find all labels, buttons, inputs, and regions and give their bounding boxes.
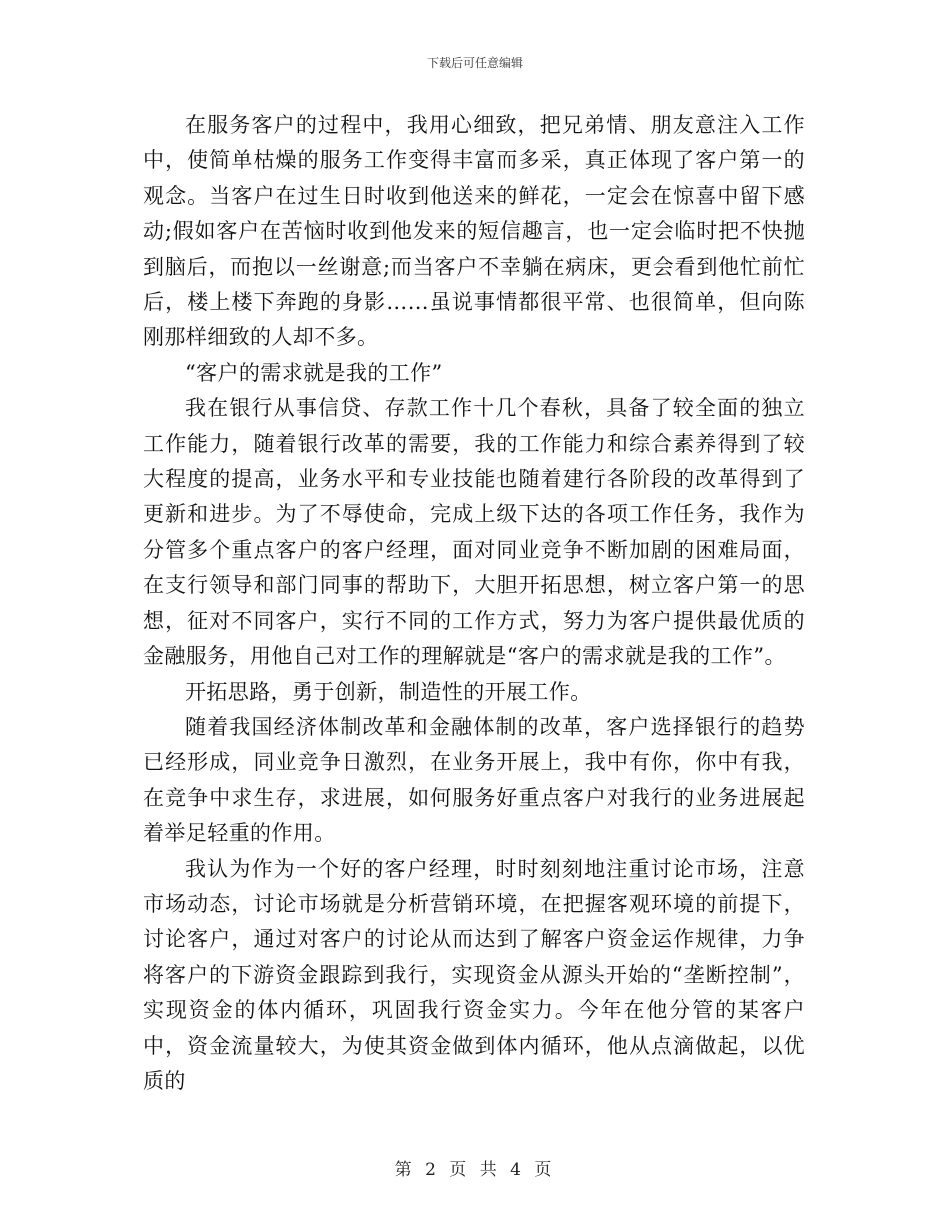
- section-heading-innovation: 开拓思路，勇于创新，制造性的开展工作。: [185, 679, 592, 704]
- paragraph-service-care: 在服务客户的过程中，我用心细致，把兄弟情、朋友意注入工作中，使简单枯燥的服务工作变得丰富而多采，真正体现了客户第一的观念。当客户在过生日时收到他送来的鲜花，一定会在惊喜中留下感动;假如客户在苦恼时收到他发来的短信趣言，也一定会临时把不快抛到脑后，而抱以一丝谢意;而当客户不幸躺在病床，更会看到他忙前忙后，楼上楼下奔跑的身影……虽说事情都很平常、也很简单，但向陈刚那样细致的人却不多。: [143, 113, 805, 350]
- document-body: [143, 108, 805, 1099]
- paragraph-competition: 随着我国经济体制改革和金融体制的改革，客户选择银行的趋势已经形成，同业竞争日激烈，在业务开展上，我中有你，你中有我，在竞争中求生存，求进展，如何服务好重点客户对我行的业务进展起着举足轻重的作用。: [143, 714, 805, 846]
- paragraph-market-research: 我认为作为一个好的客户经理，时时刻刻地注重讨论市场，注意市场动态，讨论市场就是分析营销环境，在把握客观环境的前提下，讨论客户，通过对客户的讨论从而达到了解客户资金运作规律，力争将客户的下游资金跟踪到我行，实现资金从源头开始的“垄断控制”，实现资金的体内循环，巩固我行资金实力。今年在他分管的某客户中，资金流量较大，为使其资金做到体内循环，他从点滴做起，以优质的: [143, 856, 805, 1093]
- page-number-footer: 第 2 页 共 4 页: [394, 1160, 556, 1180]
- paragraph-work-experience: 我在银行从事信贷、存款工作十几个春秋，具备了较全面的独立工作能力，随着银行改革的需要，我的工作能力和综合素养得到了较大程度的提高，业务水平和专业技能也随着建行各阶段的改革得到了更新和进步。为了不辱使命，完成上级下达的各项工作任务，我作为分管多个重点客户的客户经理，面对同业竞争不断加剧的困难局面，在支行领导和部门同事的帮助下，大胆开拓思想，树立客户第一的思想，征对不同客户，实行不同的工作方式，努力为客户提供最优质的金融服务，用他自己对工作的理解就是“客户的需求就是我的工作”。: [143, 396, 805, 669]
- page-header: 下载后可任意编辑: [426, 56, 523, 70]
- section-heading-client-needs: “客户的需求就是我的工作”: [185, 360, 443, 385]
